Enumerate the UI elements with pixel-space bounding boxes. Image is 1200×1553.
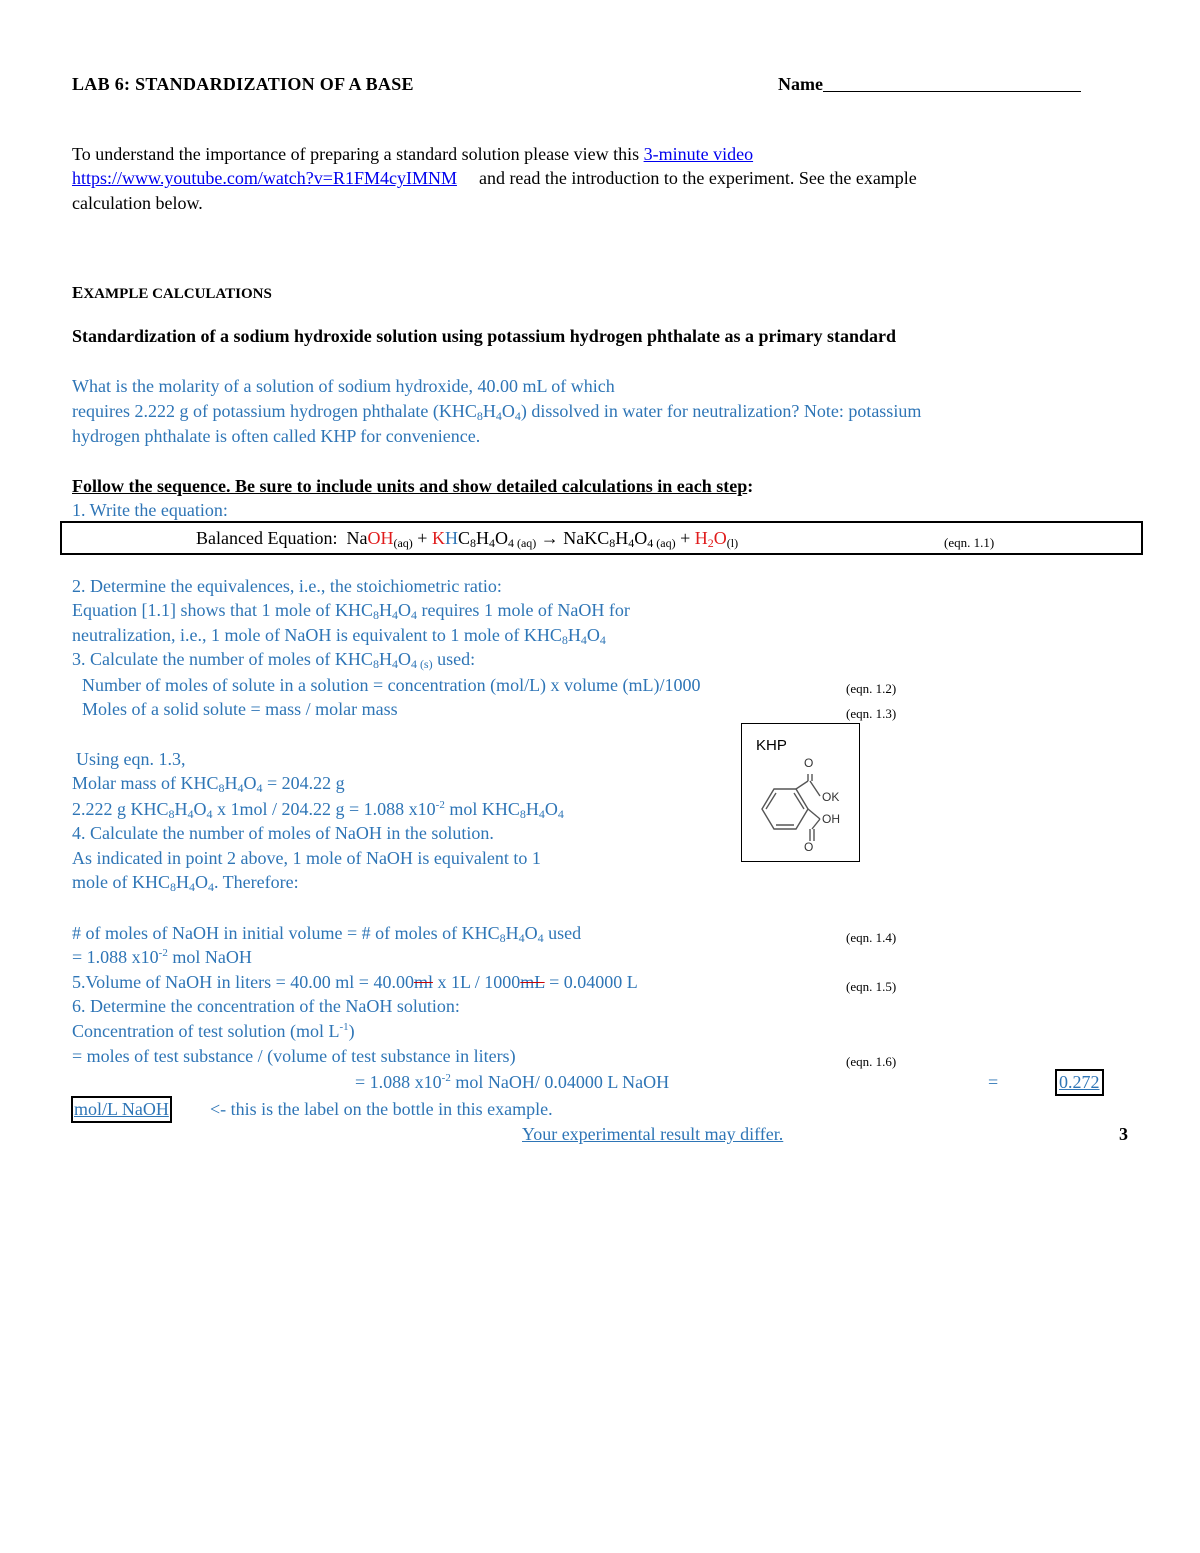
step-4-line-a: As indicated in point 2 above, 1 mole of NaOH is equivalent to 1 (72, 848, 541, 868)
heading-initial: E (72, 283, 84, 302)
calc6-exponent: -2 (441, 1072, 451, 1084)
question-line-3: hydrogen phthalate is often called KHP for convenience. (72, 426, 481, 446)
instructions (72, 476, 753, 497)
video-link[interactable]: 3-minute video (643, 144, 754, 164)
name-field (778, 74, 1081, 95)
unit-box (71, 1096, 172, 1123)
intro-line-1 (72, 144, 753, 165)
calc-text-c: mol KHC (444, 799, 520, 819)
khp-moles-calculation: 2.222 g $KHC_8H_4O_4$ x 1mol / 204.22 g = 1.088 $x10^{-2}$ mol $KHC_8H_4O_4$ (72, 799, 564, 821)
cancelled-ml-unit: ml (413, 972, 433, 992)
intro-text-2: and read the introduction to the experiment. See the example (478, 168, 917, 188)
molar-mass-line: Molar mass of $KHC_8H_4O_4 = 204.22$ g (72, 773, 345, 795)
step-4-text-b1: mole of KHC (72, 872, 170, 892)
result-may-differ-note: Your experimental result may differ. (522, 1124, 784, 1144)
bottle-label-note: <- this is the label on the bottle in this example. (210, 1099, 553, 1119)
balanced-equation (196, 528, 738, 549)
calc6-text-a: = 1.088 x10 (355, 1072, 442, 1092)
khp-o-bottom: O (804, 840, 814, 854)
step-4-line-b: mole of $KHC_8H_4O_4$. Therefore: (72, 872, 299, 894)
molar-mass-text-a: Molar mass of KHC (72, 773, 219, 793)
eqn-1-5-label: (eqn. 1.5) (846, 979, 897, 994)
step-2-line-b: neutralization, i.e., 1 mole of NaOH is equivalent to 1 mole of $KHC_8H_4O_4$ (72, 625, 606, 647)
instructions-underlined: Follow the sequence. Be sure to include units and show detailed calculations in each step (72, 476, 748, 496)
step-1-label: 1. Write the equation: (72, 500, 228, 520)
equation-formula: NaOH$_{(aq)}$ + $KHC_8H_4O_{4 (aq)}$ → $NaKC_8H_4O_{4 (aq)} + H_2O_{(l)}$ (346, 528, 739, 550)
conc-text-b: ) (348, 1021, 355, 1041)
conc-text-a: Concentration of test solution (mol L (72, 1021, 340, 1041)
name-label: Name (778, 74, 823, 94)
heading-rest: XAMPLE CALCULATIONS (83, 286, 272, 302)
youtube-url-link[interactable]: https://www.youtube.com/watch?v=R1FM4cyIMNM (72, 168, 457, 188)
moles-naoh-line: # of moles of NaOH in initial volume = # of moles of $KHC_8H_4O_4$ used (72, 923, 582, 945)
step-2-label: 2. Determine the equivalences, i.e., the stoichiometric ratio: (72, 576, 502, 596)
calc-exponent: -2 (435, 799, 445, 811)
intro-line-2 (72, 168, 917, 189)
khp-molecule-icon (742, 724, 859, 861)
section-heading (72, 283, 272, 303)
using-eqn-1-3: Using eqn. 1.3, (76, 749, 186, 769)
result-text-b: mol NaOH (167, 947, 252, 967)
step-2-line-a: Equation [1.1] shows that 1 mole of $KHC_8H_4O_4$ requires 1 mole of NaOH for (72, 600, 630, 622)
concentration-line (72, 1021, 355, 1042)
step-6-label: 6. Determine the concentration of the NaOH solution: (72, 996, 460, 1016)
calc-text-b: x 1mol / 204.22 g = 1.088 x10 (212, 799, 436, 819)
moles-text-a: # of moles of NaOH in initial volume = # of moles of KHC (72, 923, 500, 943)
result-exponent: -2 (158, 947, 168, 959)
eqn-1-2-label: (eqn. 1.2) (846, 681, 897, 696)
equals-sign: = (988, 1072, 999, 1092)
calc-text-a: 2.222 g KHC (72, 799, 169, 819)
khp-ok: OK (822, 790, 840, 804)
question-line-2: requires 2.222 g of potassium hydrogen phthalate $(KHC_8H_4O_4)$ dissolved in water for neutralization? Note: potassium (72, 401, 922, 423)
moles-naoh-result (72, 947, 252, 968)
question-line-1: What is the molarity of a solution of sodium hydroxide, 40.00 mL of which (72, 376, 615, 396)
cancelled-mL-unit: mL (520, 972, 545, 992)
step-2-text-c: neutralization, i.e., 1 mole of NaOH is equivalent to 1 mole of KHC (72, 625, 562, 645)
step-3-text-a: 3. Calculate the number of moles of KHC (72, 649, 373, 669)
khp-structure-box (741, 723, 860, 862)
concentration-definition: = moles of test substance / (volume of test substance in liters) (72, 1046, 516, 1066)
molar-mass-text-b: = 204.22 g (262, 773, 345, 793)
step-2-text-b: requires 1 mole of NaOH for (416, 600, 630, 620)
intro-line-3: calculation below. (72, 193, 203, 213)
eqn-1-6-label: (eqn. 1.6) (846, 1054, 897, 1069)
step-3-text-b: used: (432, 649, 476, 669)
name-blank-line (823, 75, 1081, 92)
concentration-calculation (355, 1072, 669, 1093)
step-2-text-a: Equation [1.1] shows that 1 mole of KHC (72, 600, 373, 620)
step-4-text-b2: . Therefore: (214, 872, 299, 892)
conc-exponent: -1 (339, 1021, 349, 1033)
moles-text-b: used (543, 923, 582, 943)
subheading: Standardization of a sodium hydroxide solution using potassium hydrogen phthalate as a primary standard (72, 326, 897, 346)
answer-unit: mol/L NaOH (74, 1099, 169, 1119)
step-5-text-a: 5.Volume of NaOH in liters = 40.00 ml = 40.00 (72, 972, 414, 992)
formula-moles-solution: Number of moles of solute in a solution = concentration (mol/L) x volume (mL)/1000 (82, 675, 701, 695)
answer-box (1055, 1069, 1104, 1096)
instructions-colon: : (747, 476, 754, 496)
step-3-label: 3. Calculate the number of moles of $KHC_8H_4O_{4 (s)}$ used: (72, 649, 476, 671)
step-5-text-b: x 1L / 1000 (432, 972, 521, 992)
step-5-text-c: = 0.04000 L (544, 972, 638, 992)
page-number: 3 (1119, 1124, 1128, 1144)
step-4-label: 4. Calculate the number of moles of NaOH in the solution. (72, 823, 494, 843)
page-title: LAB 6: STANDARDIZATION OF A BASE (72, 74, 414, 94)
calc6-text-b: mol NaOH/ 0.04000 L NaOH (450, 1072, 670, 1092)
khp-label: KHP (756, 737, 787, 754)
eqn-1-3-label: (eqn. 1.3) (846, 706, 897, 721)
eqn-1-1-label: (eqn. 1.1) (944, 535, 995, 550)
formula-moles-solid: Moles of a solid solute = mass / molar mass (82, 699, 398, 719)
result-text-a: = 1.088 x10 (72, 947, 159, 967)
khp-o-top: O (804, 756, 814, 770)
intro-text: To understand the importance of preparing a standard solution please view this (72, 144, 644, 164)
answer-value: 0.272 (1059, 1072, 1100, 1092)
step-5-volume (72, 972, 638, 993)
eqn-1-4-label: (eqn. 1.4) (846, 930, 897, 945)
balanced-label: Balanced Equation: (196, 528, 338, 548)
khp-oh: OH (822, 812, 840, 826)
